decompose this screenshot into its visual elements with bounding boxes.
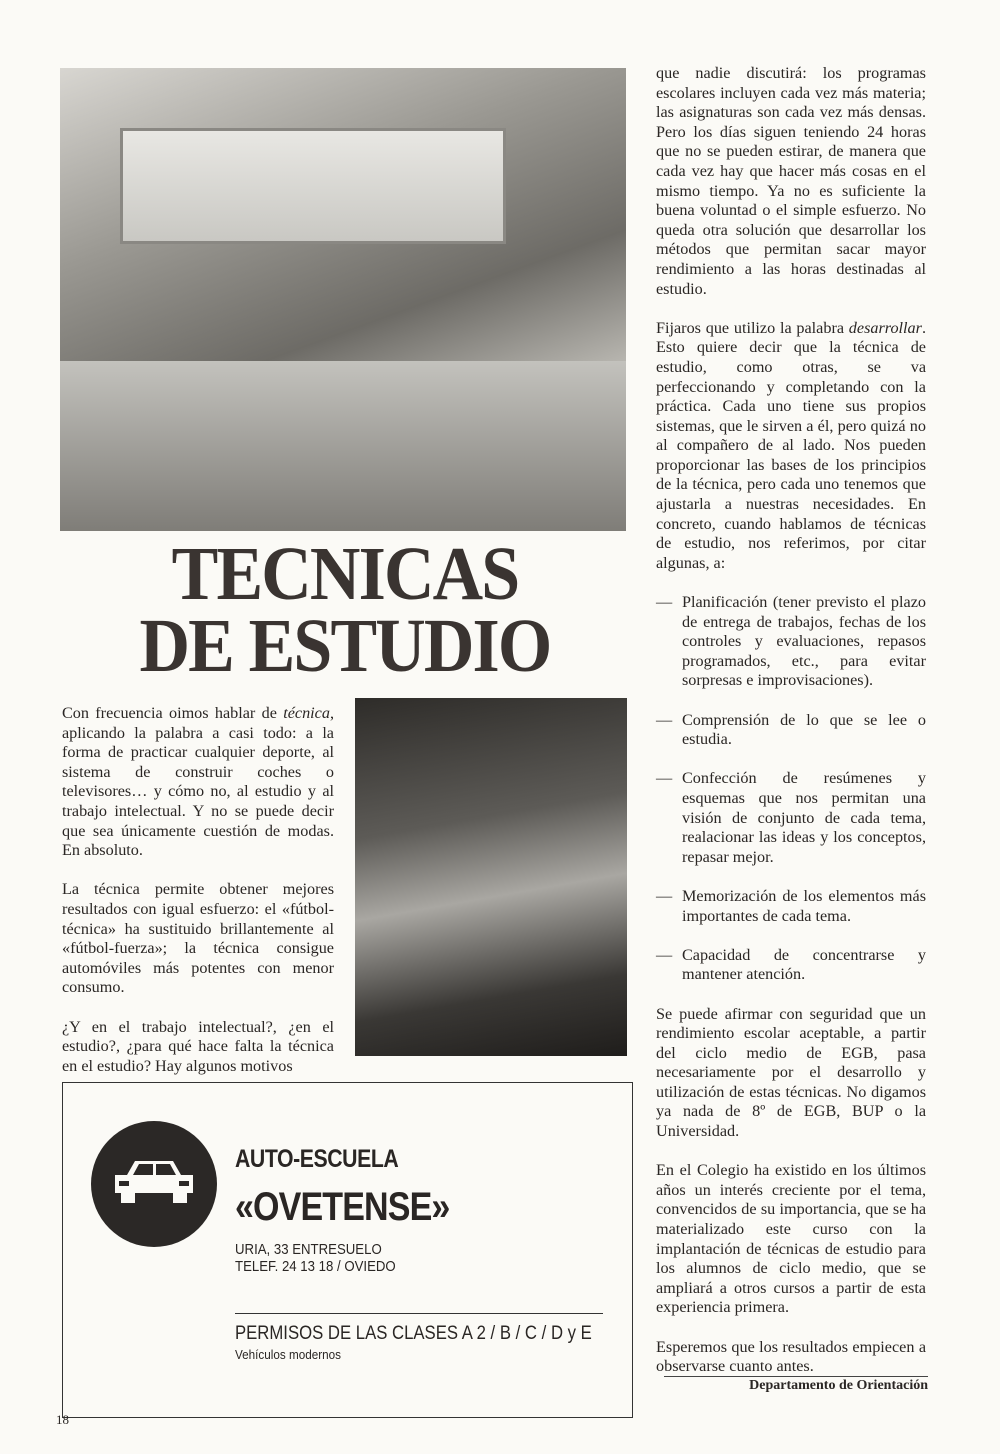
car-icon [109,1153,199,1213]
emphasis: técnica [283,704,330,722]
paragraph: En el Colegio ha existido en los últimos años un interés creciente por el tema, convencidos de su importancia, que se ha materializado este curso con la implantación de técnicas de estudio para los alumnos de ciclo medio, que se ampliará a otros cursos a partir de esta experiencia primera. [656,1161,926,1317]
list-item [656,946,926,985]
dash: — [656,710,673,729]
list-text: Confección de resúmenes y esquemas que nos permitan una visión de conjunto de cada tema, realacionar las ideas y los conceptos, repasar mejor. [682,769,926,866]
list-item [656,711,926,750]
paragraph: ¿Y en el trabajo intelectual?, ¿en el estudio?, ¿para qué hace falta la técnica en el estudio? Hay algunos motivos [62,1017,334,1075]
ad-address: URIA, 33 ENTRESUELO [235,1241,382,1258]
text: Con frecuencia oimos hablar de [62,704,284,722]
list-item [656,887,926,926]
list-text: Memorización de los elementos más importantes de cada tema. [682,886,926,925]
list-text: Capacidad de concentrarse y mantener atención. [682,945,926,984]
signature: Departamento de Orientación [749,1378,928,1393]
text: . Esto quiere decir que la técnica de estudio, como otras, se va perfeccionando y completando con la práctica. Cada uno tiene sus propios sistemas, que le sirven a él, pero quizá no al compañero de al lado. Nos pueden proporcionar las bases de los principios de la técnica, pero cada uno tenemos que ajustarla a nuestras necesidades. En concreto, cuando hablamos de técnicas de estudio, nos referimos, por citar algunas, a: [656,318,926,572]
list-item [656,593,926,691]
dash: — [656,886,673,905]
right-column [656,64,926,1396]
driving-school-ad [62,1082,633,1418]
window [120,128,506,244]
dash: — [656,945,673,964]
student-photo [355,698,627,1056]
paragraph: que nadie discutirá: los programas escolares incluyen cada vez más materia; las asignaturas son cada vez más densas. Pero los días siguen teniendo 24 horas que no se pueden estirar, de manera que cada vez hay que hacer más cosas en el mismo tiempo. Ya no es suficiente la buena voluntad o el simple esfuerzo. No queda otra solución que desarrollar los métodos que permitan sacar mayor rendimiento a las horas destinadas al estudio. [656,64,926,298]
ad-permits: PERMISOS DE LAS CLASES A 2 / B / C / D y E [235,1323,592,1344]
page-number: 18 [56,1412,69,1427]
classroom-photo [60,68,626,531]
list-text: Planificación (tener previsto el plazo de entrega de trabajos, fechas de los controles y evaluaciones, repasos programados, etc., para evitar sorpresas e improvisaciones). [682,593,926,690]
list-item [656,769,926,867]
dash: — [656,769,673,788]
paragraph [656,319,926,574]
article-title-line1: TECNICAS [171,532,519,616]
desks [60,361,626,531]
ad-vehicles: Vehículos modernos [235,1347,342,1362]
article-title-line2: DE ESTUDIO [139,604,551,688]
ad-contact [235,1241,396,1275]
dash: — [656,593,673,612]
left-column [62,704,334,1096]
paragraph [62,704,334,861]
divider [664,1376,928,1377]
ad-phone: TELEF. 24 13 18 / OVIEDO [235,1258,396,1275]
list-text: Comprensión de lo que se lee o estudia. [682,710,926,749]
ad-heading: AUTO-ESCUELA [235,1145,399,1173]
car-logo [91,1121,217,1247]
ad-business-name: «OVETENSE» [235,1185,450,1229]
paragraph: Se puede afirmar con seguridad que un rendimiento escolar aceptable, a partir del ciclo medio de EGB, pasa necesariamente por el desarrollo y utilización de estas técnicas. No digamos ya nada de 8º de EGB, BUP o la Universidad. [656,1004,926,1141]
emphasis: desarrollar [848,318,922,337]
text: Fijaros que utilizo la palabra [656,318,849,337]
paragraph: Esperemos que los resultados empiecen a observarse cuanto antes. [656,1337,926,1376]
paragraph: La técnica permite obtener mejores resultados con igual esfuerzo: el «fútbol-técnica» ha sustituido brillantemente al «fútbol-fuerza»; la técnica consigue automóviles más potentes con menor consumo. [62,880,334,997]
text: , aplicando la palabra a casi todo: a la forma de practicar cualquier deporte, al sistema de construir coches o televisores… y cómo no, al estudio y al trabajo intelectual. Y no se puede decir que sea únicamente cuestión de modas. En absoluto. [62,704,334,860]
divider [235,1313,603,1314]
